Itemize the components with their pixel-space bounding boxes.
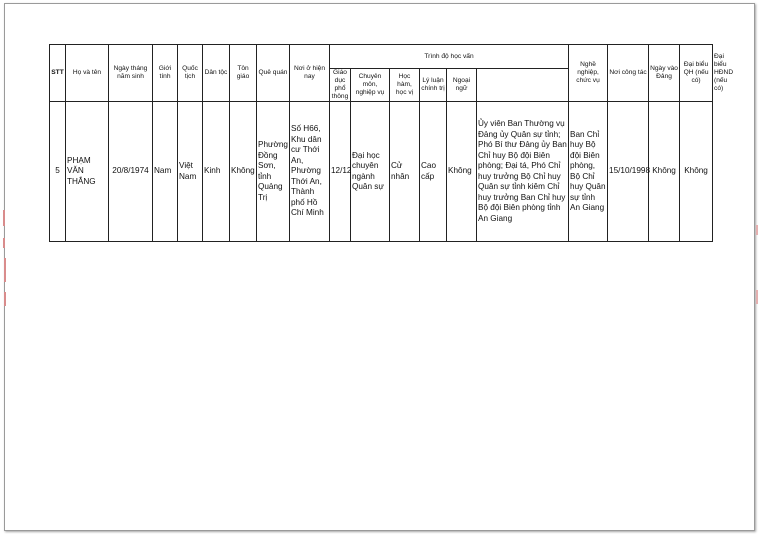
cell-dob: 20/8/1974 (109, 102, 153, 242)
candidate-table (49, 44, 713, 242)
cell-general-edu: 12/12 (330, 102, 351, 242)
cell-party-join-date: 15/10/1998 (608, 102, 649, 242)
cell-occupation: Ủy viên Ban Thường vụ Đảng ủy Quân sự tỉnh; Phó Bí thư Đảng ủy Ban Chỉ huy Bộ đội Biên phòng; Đại tá, Phó Chỉ huy trưởng Bộ Chỉ huy Quân sự tỉnh kiêm Chỉ huy trưởng Ban Chỉ huy Bộ đội Biên phòng tỉnh An Giang (477, 102, 569, 242)
header-ethnicity: Dân tộc (203, 45, 230, 102)
scan-mark (4, 258, 6, 282)
cell-na-delegate: Không (649, 102, 680, 242)
header-degree: Học hàm, học vị (390, 69, 420, 102)
header-occupation: Nghề nghiệp, chức vụ (569, 45, 608, 102)
cell-workplace: Ban Chỉ huy Bộ đội Biên phòng, Bộ Chỉ huy Quân sự tỉnh An Giang (569, 102, 608, 242)
header-party-join-date: Ngày vào Đảng (649, 45, 680, 102)
scan-mark (756, 225, 758, 235)
header-stt: STT (50, 45, 66, 102)
table-row (50, 102, 713, 242)
cell-degree: Cử nhân (390, 102, 420, 242)
header-general-edu: Giáo dục phổ thông (330, 69, 351, 102)
cell-hometown: Phường Đồng Sơn, tỉnh Quảng Trị (257, 102, 290, 242)
header-education-group: Trình độ học vấn (330, 45, 569, 69)
header-political-theory: Lý luận chính trị (420, 69, 447, 102)
header-specialty: Chuyên môn, nghiệp vụ (351, 69, 390, 102)
header-gender: Giới tính (153, 45, 178, 102)
header-workplace: Nơi công tác (608, 45, 649, 102)
header-name: Họ và tên (66, 45, 109, 102)
cell-specialty: Đại học chuyên ngành Quân sự (351, 102, 390, 242)
cell-religion: Không (230, 102, 257, 242)
header-hometown: Quê quán (257, 45, 290, 102)
cell-foreign-language: Không (447, 102, 477, 242)
scan-mark (4, 292, 6, 306)
cell-nationality: Việt Nam (178, 102, 203, 242)
scan-mark (3, 210, 5, 226)
cell-gender: Nam (153, 102, 178, 242)
cell-pc-delegate: Không (680, 102, 713, 242)
header-residence: Nơi ở hiện nay (290, 45, 330, 102)
cell-residence: Số H66, Khu dân cư Thới An, Phường Thới An, Thành phố Hồ Chí Minh (290, 102, 330, 242)
scan-mark (3, 238, 5, 248)
cell-stt: 5 (50, 102, 66, 242)
header-dob: Ngày tháng năm sinh (109, 45, 153, 102)
cell-ethnicity: Kinh (203, 102, 230, 242)
header-na-delegate: Đại biểu QH (nếu có) (680, 45, 713, 102)
header-nationality: Quốc tịch (178, 45, 203, 102)
cell-political-theory: Cao cấp (420, 102, 447, 242)
header-religion: Tôn giáo (230, 45, 257, 102)
header-foreign-language: Ngoại ngữ (447, 69, 477, 102)
cell-name: PHẠM VĂN THẮNG (66, 102, 109, 242)
scan-mark (756, 290, 758, 304)
